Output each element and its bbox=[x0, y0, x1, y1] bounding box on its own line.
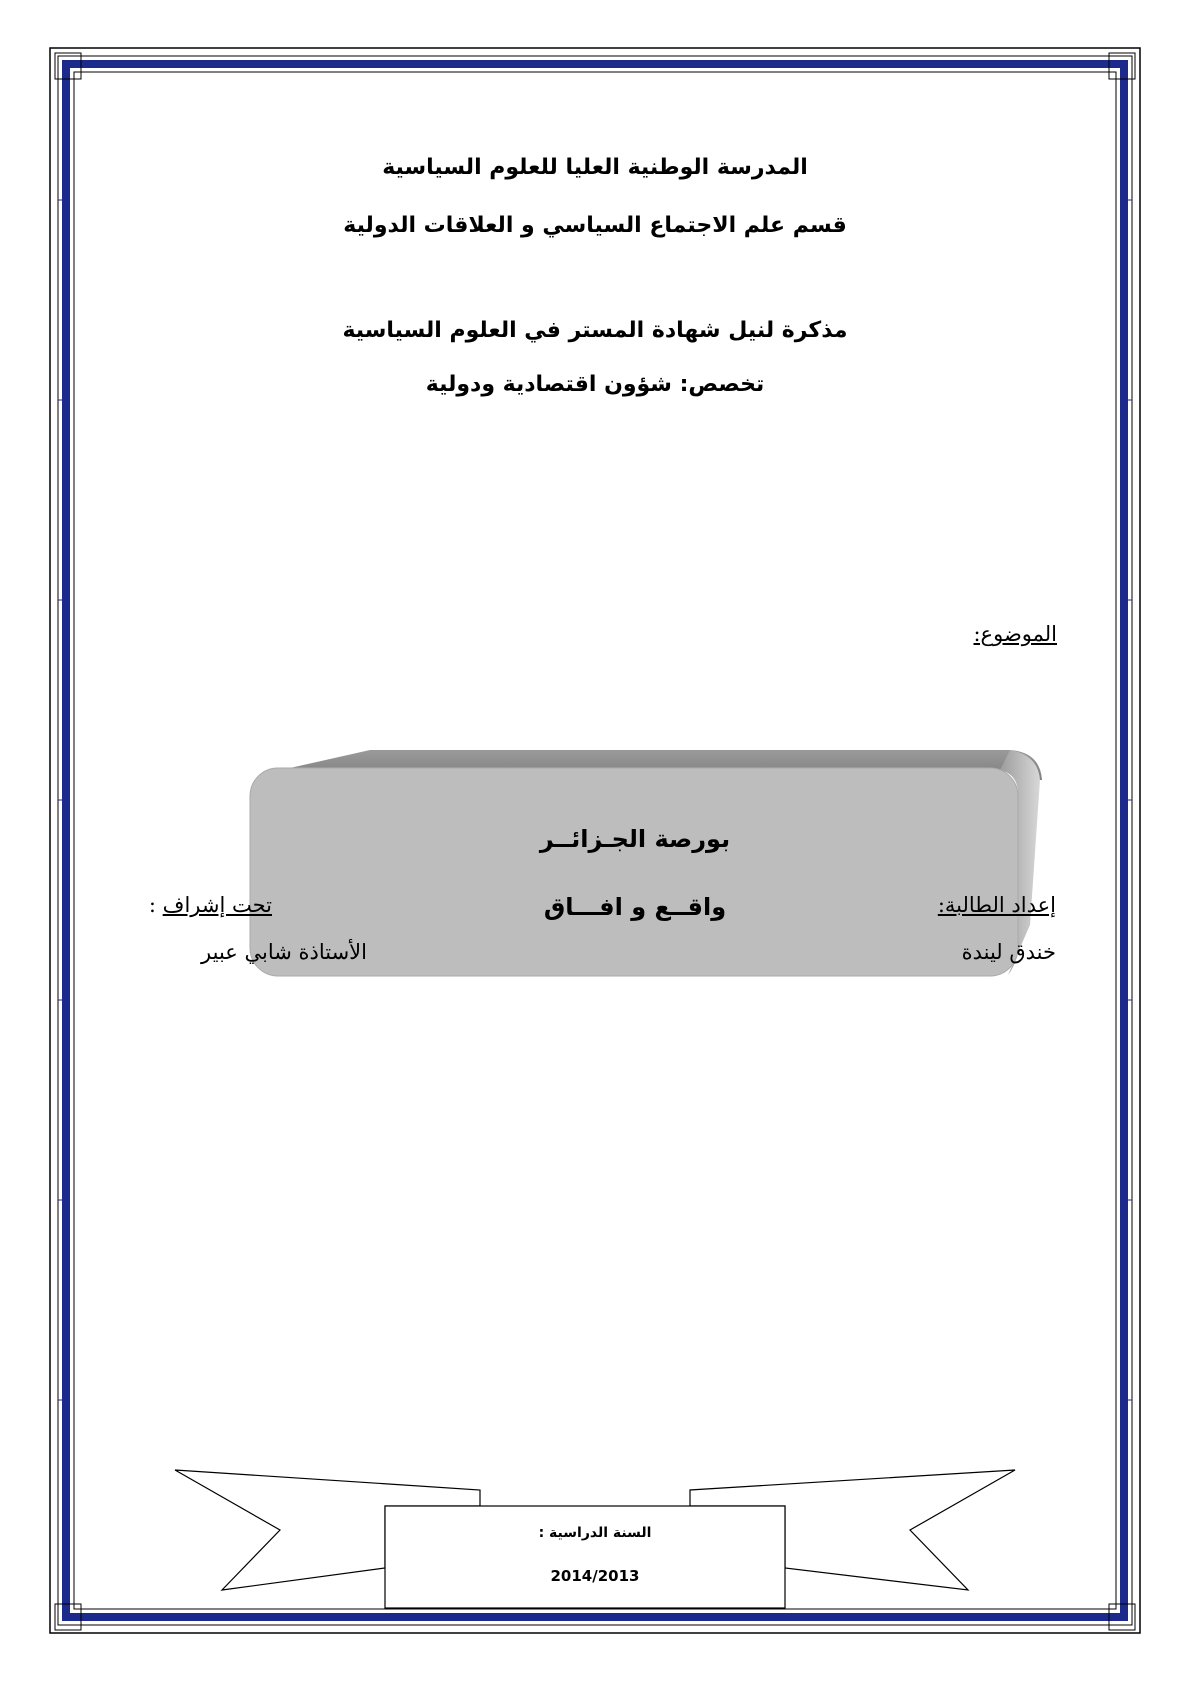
supervisor-name: الأستاذة شابي عبير bbox=[201, 940, 367, 964]
subject-label: الموضوع: bbox=[973, 622, 1057, 646]
supervisor-label-text: تحت إشراف bbox=[162, 893, 272, 917]
student-label: إعداد الطالبة: bbox=[937, 893, 1056, 917]
academic-year-label: السنة الدراسية : bbox=[538, 1525, 652, 1541]
supervisor-label-suffix: : bbox=[148, 893, 163, 917]
department-name: قسم علم الاجتماع السياسي و العلاقات الدولية bbox=[343, 213, 847, 238]
academic-year-value: 2014/2013 bbox=[550, 1567, 640, 1585]
student-name: خندق ليندة bbox=[961, 940, 1056, 964]
thesis-title-line1: بورصة الجـزائــر bbox=[539, 825, 731, 853]
title-box bbox=[250, 750, 1042, 976]
specialty-line: تخصص: شؤون اقتصادية ودولية bbox=[425, 372, 765, 397]
supervisor-label bbox=[149, 893, 272, 917]
degree-line: مذكرة لنيل شهادة المستر في العلوم السياسية bbox=[342, 318, 848, 343]
thesis-title-line2: واقــع و افـــاق bbox=[543, 893, 727, 921]
school-name: المدرسة الوطنية العليا للعلوم السياسية bbox=[382, 155, 808, 180]
